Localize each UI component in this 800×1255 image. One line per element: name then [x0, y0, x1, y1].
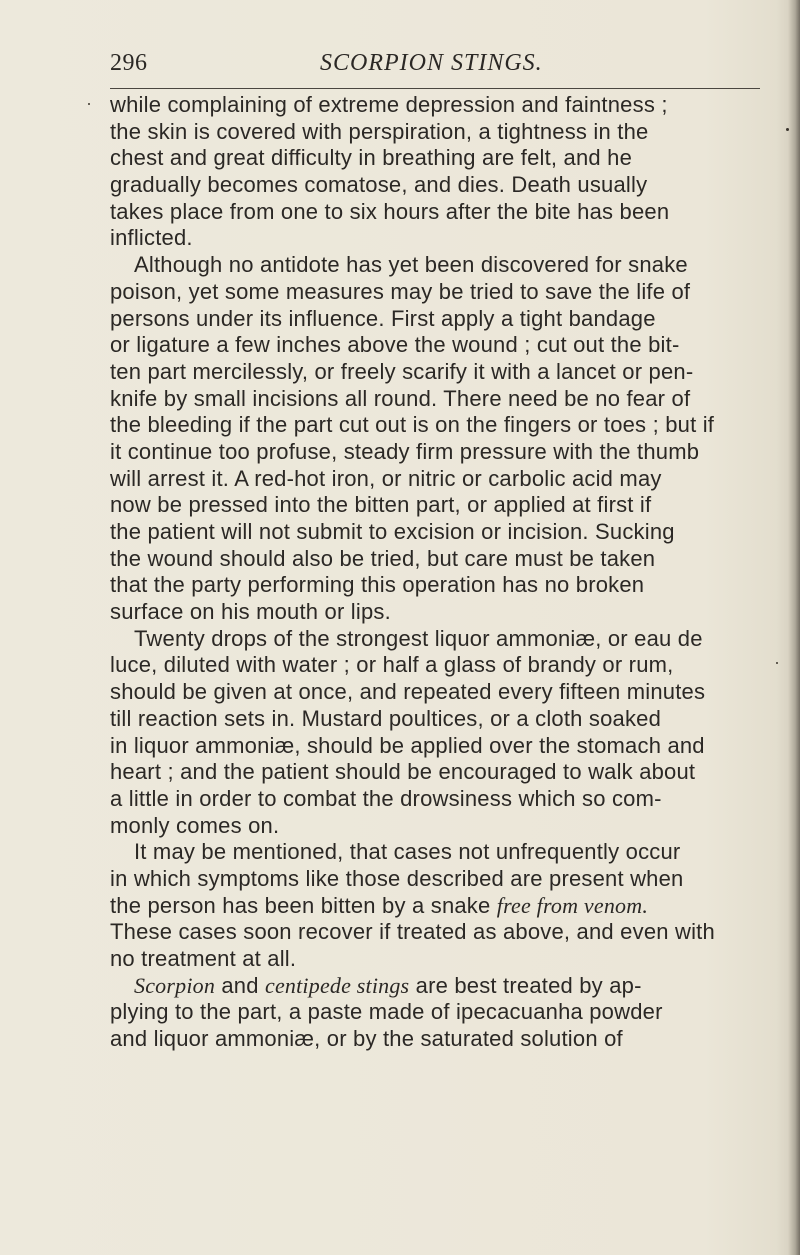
text-line: and liquor ammoniæ, or by the saturated solution of: [110, 1026, 623, 1052]
text-line: or ligature a few inches above the wound ; cut out the bit-: [110, 332, 680, 358]
text-line: poison, yet some measures may be tried to save the life of: [110, 278, 691, 304]
running-head: [110, 44, 760, 84]
text-line: These cases soon recover if treated as above, and even with: [110, 919, 715, 945]
text-line: while complaining of extreme depression and faintness ;: [110, 92, 668, 117]
text-line: a little in order to combat the drowsiness which so com-: [110, 785, 662, 811]
text-line: ten part mercilessly, or freely scarify it with a lancet or pen-: [110, 358, 694, 384]
text-line: plying to the part, a paste made of ipecacuanha powder: [110, 999, 663, 1025]
paper-speck: [786, 128, 789, 131]
paragraph-start-line: Although no antidote has yet been discovered for snake: [134, 252, 688, 278]
text-line: the wound should also be tried, but care must be taken: [110, 545, 656, 571]
paper-speck: [88, 103, 90, 105]
line-segment: are best treated by ap-: [409, 972, 642, 998]
text-line: heart ; and the patient should be encouraged to walk about: [110, 759, 696, 785]
text-line: monly comes on.: [110, 812, 280, 838]
text-line: it continue too profuse, steady firm pressure with the thumb: [110, 438, 700, 464]
text-line: till reaction sets in. Mustard poultices, or a cloth soaked: [110, 705, 662, 731]
text-line: knife by small incisions all round. There need be no fear of: [110, 385, 691, 411]
text-line: the patient will not submit to excision or incision. Sucking: [110, 519, 675, 544]
text-line: luce, diluted with water ; or half a glass of brandy or rum,: [110, 652, 674, 678]
line-segment: and: [215, 972, 265, 998]
italic-phrase: centipede stings: [264, 972, 410, 998]
text-line-with-italic: [110, 893, 770, 920]
text-line: in liquor ammoniæ, should be applied over the stomach and: [110, 732, 705, 758]
text-line: in which symptoms like those described are present when: [110, 865, 684, 891]
text-line: the bleeding if the part cut out is on the fingers or toes ; but if: [110, 412, 715, 438]
text-line: should be given at once, and repeated every fifteen minutes: [110, 679, 706, 705]
body-text: [110, 92, 770, 1053]
text-line: chest and great difficulty in breathing are felt, and he: [110, 145, 633, 171]
page-number: 296: [110, 50, 148, 76]
text-line: that the party performing this operation has no broken: [110, 572, 645, 598]
italic-phrase: free from venom.: [496, 892, 649, 918]
text-line: now be pressed into the bitten part, or applied at first if: [110, 492, 652, 518]
text-line: takes place from one to six hours after the bite has been: [110, 198, 670, 224]
text-line: no treatment at all.: [110, 946, 297, 971]
text-line: will arrest it. A red-hot iron, or nitric or carbolic acid may: [110, 465, 662, 491]
binding-shadow: [788, 0, 800, 1255]
text-line: persons under its influence. First apply a tight bandage: [110, 305, 656, 331]
text-line: inflicted.: [110, 225, 193, 251]
running-title: SCORPION STINGS.: [320, 50, 543, 76]
paragraph-start-line: Twenty drops of the strongest liquor ammoniæ, or eau de: [134, 625, 703, 651]
paragraph-start-line: It may be mentioned, that cases not unfrequently occur: [134, 839, 681, 865]
text-line: gradually becomes comatose, and dies. Death usually: [110, 172, 648, 198]
header-rule: [110, 88, 760, 89]
paragraph-start-line-with-italic: [110, 973, 770, 1000]
paper-speck: [776, 662, 778, 664]
line-segment: the person has been bitten by a snake: [110, 892, 497, 918]
text-line: the skin is covered with perspiration, a tightness in the: [110, 118, 649, 144]
italic-phrase: Scorpion: [134, 972, 216, 998]
text-line: surface on his mouth or lips.: [110, 599, 391, 625]
